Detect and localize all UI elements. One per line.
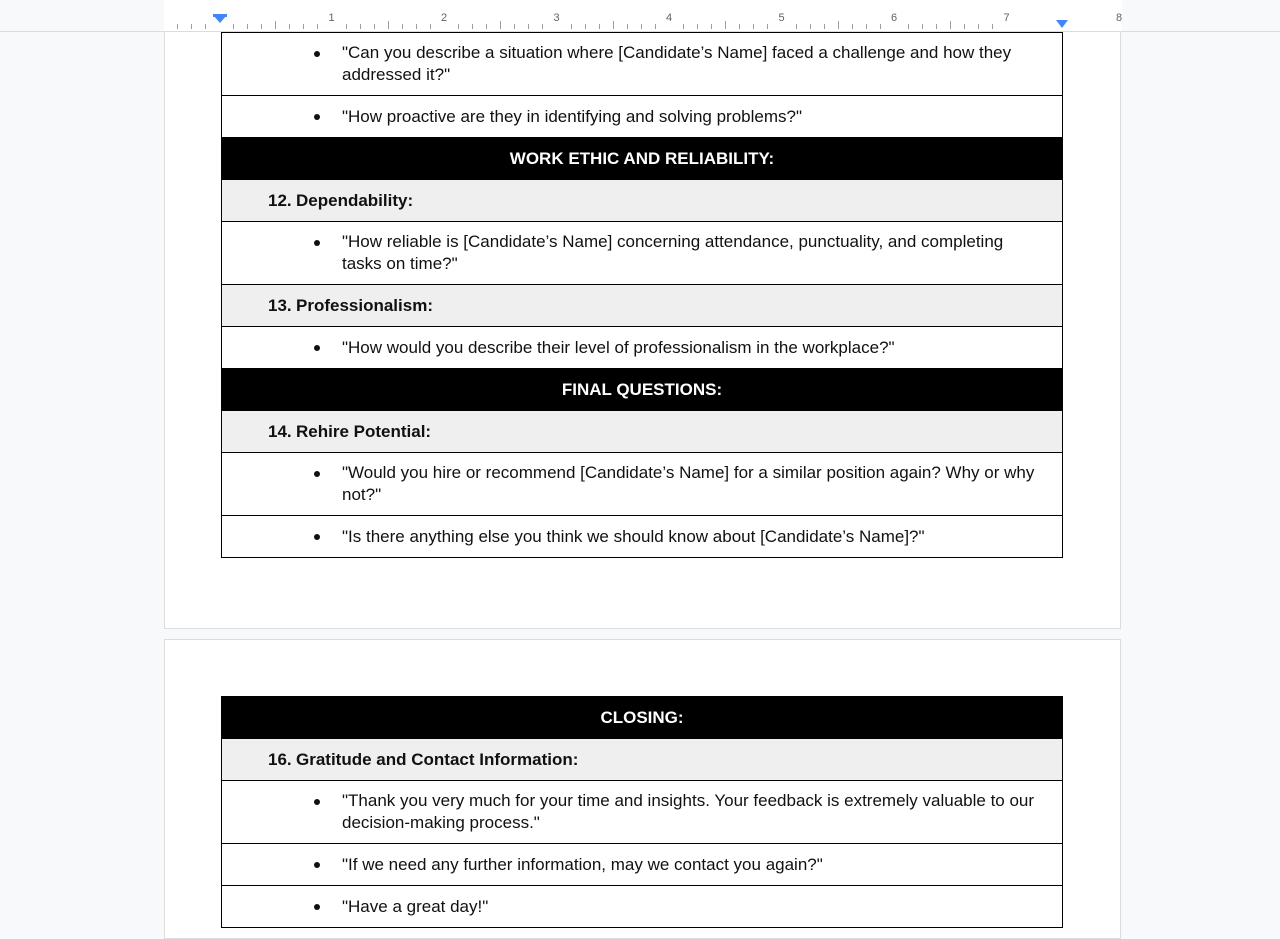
bullet-question-row	[222, 96, 1063, 138]
bullet-question-row	[222, 781, 1063, 844]
question-number: 12.	[268, 190, 292, 210]
bullet-question-row	[222, 886, 1063, 928]
section-header-row	[222, 138, 1063, 180]
right-indent-marker-icon[interactable]	[1056, 20, 1068, 28]
question-heading-text: Rehire Potential:	[296, 421, 432, 441]
ruler-number: 2	[440, 12, 448, 24]
ruler-tick	[205, 24, 206, 29]
ruler-number: 6	[890, 12, 898, 24]
ruler-tick	[950, 21, 951, 29]
question-heading-cell[interactable]	[222, 411, 1063, 453]
bullet-question-text: "If we need any further information, may we contact you again?"	[342, 854, 823, 874]
ruler-tick	[233, 24, 234, 29]
section-header-cell[interactable]: CLOSING:	[222, 697, 1063, 739]
ruler-tick	[978, 24, 979, 29]
question-heading-text: Professionalism:	[296, 295, 433, 315]
ruler-tick	[177, 24, 178, 29]
ruler-tick	[739, 24, 740, 29]
ruler-tick	[725, 21, 726, 29]
ruler-tick	[430, 24, 431, 29]
ruler-tick	[655, 24, 656, 29]
ruler-tick	[528, 24, 529, 29]
bullet-icon	[314, 345, 320, 351]
bullet-question-cell[interactable]	[222, 33, 1063, 96]
bullet-question-text: "How reliable is [Candidate’s Name] concerning attendance, punctuality, and completing tasks on time?"	[342, 232, 1004, 273]
ruler-tick	[275, 21, 276, 29]
section-header-row	[222, 697, 1063, 739]
ruler-tick	[247, 24, 248, 29]
bullet-question-cell[interactable]	[222, 781, 1063, 844]
ruler-tick	[627, 24, 628, 29]
ruler-tick	[374, 24, 375, 29]
ruler-tick	[472, 24, 473, 29]
ruler-tick	[514, 24, 515, 29]
question-heading-text: Gratitude and Contact Information:	[296, 749, 579, 769]
question-number: 13.	[268, 295, 292, 315]
bullet-icon	[314, 904, 320, 910]
bullet-question-text: "Can you describe a situation where [Candidate’s Name] faced a challenge and how they addressed it?"	[342, 43, 1012, 84]
ruler-tick	[767, 24, 768, 29]
ruler-tick	[992, 24, 993, 29]
ruler-tick	[289, 24, 290, 29]
bullet-icon	[314, 114, 320, 120]
ruler-tick	[486, 24, 487, 29]
ruler-number: 4	[665, 12, 673, 24]
ruler-tick	[753, 24, 754, 29]
bullet-question-row	[222, 844, 1063, 886]
bullet-question-cell[interactable]	[222, 453, 1063, 516]
bullet-question-row	[222, 327, 1063, 369]
ruler-tick	[542, 24, 543, 29]
ruler-number: 3	[553, 12, 560, 24]
bullet-question-row	[222, 516, 1063, 558]
ruler-tick	[346, 24, 347, 29]
question-number: 14.	[268, 421, 292, 441]
ruler-tick	[796, 24, 797, 29]
ruler-tick	[303, 24, 304, 29]
bullet-question-cell[interactable]	[222, 886, 1063, 928]
question-heading-cell[interactable]	[222, 285, 1063, 327]
bullet-icon	[314, 862, 320, 868]
bullet-icon	[314, 51, 320, 57]
question-heading-cell[interactable]	[222, 739, 1063, 781]
closing-table	[221, 696, 1063, 928]
ruler-tick	[500, 21, 501, 29]
first-line-indent-marker-icon[interactable]	[213, 14, 227, 17]
ruler-number: 8	[1115, 12, 1123, 24]
section-header-row	[222, 369, 1063, 411]
ruler-tick	[261, 24, 262, 29]
bullet-question-text: "Thank you very much for your time and insights. Your feedback is extremely valuable to our decision-making process."	[342, 791, 1035, 832]
question-heading-row	[222, 180, 1063, 222]
ruler-tick	[317, 24, 318, 29]
bullet-icon	[314, 799, 320, 805]
ruler-tick	[880, 24, 881, 29]
bullet-question-text: "How would you describe their level of professionalism in the workplace?"	[342, 337, 895, 357]
ruler-number: 1	[328, 12, 335, 24]
ruler-tick	[571, 24, 572, 29]
bullet-question-cell[interactable]	[222, 844, 1063, 886]
document-page-1[interactable]	[164, 0, 1121, 629]
document-page-2[interactable]	[164, 639, 1121, 939]
bullet-question-text: "How proactive are they in identifying and solving problems?"	[342, 106, 802, 126]
bullet-icon	[314, 471, 320, 477]
bullet-question-text: "Have a great day!"	[342, 896, 489, 916]
ruler-tick	[683, 24, 684, 29]
bullet-question-cell[interactable]	[222, 516, 1063, 558]
bullet-question-row	[222, 453, 1063, 516]
ruler-tick	[936, 24, 937, 29]
ruler-tick	[908, 24, 909, 29]
question-number: 16.	[268, 749, 292, 769]
bullet-question-row	[222, 222, 1063, 285]
question-heading-row	[222, 285, 1063, 327]
ruler-tick	[585, 24, 586, 29]
ruler-tick	[388, 21, 389, 29]
bullet-question-row	[222, 33, 1063, 96]
ruler-tick	[866, 24, 867, 29]
ruler-tick	[824, 24, 825, 29]
question-heading-cell[interactable]	[222, 180, 1063, 222]
ruler-tick	[416, 24, 417, 29]
ruler-tick	[697, 24, 698, 29]
ruler-tick	[810, 24, 811, 29]
ruler-tick	[641, 24, 642, 29]
reference-questions-table	[221, 32, 1063, 558]
ruler-tick	[402, 24, 403, 29]
bullet-icon	[314, 240, 320, 246]
bullet-question-cell[interactable]	[222, 327, 1063, 369]
bullet-question-cell[interactable]	[222, 96, 1063, 138]
bullet-icon	[314, 534, 320, 540]
question-heading-row	[222, 739, 1063, 781]
bullet-question-text: "Is there anything else you think we should know about [Candidate’s Name]?"	[342, 526, 925, 546]
ruler-tick	[838, 21, 839, 29]
ruler-tick	[599, 24, 600, 29]
section-header-cell[interactable]: FINAL QUESTIONS:	[222, 369, 1063, 411]
question-heading-text: Dependability:	[296, 190, 414, 210]
bullet-question-text: "Would you hire or recommend [Candidate’s Name] for a similar position again? Why or why not?"	[342, 463, 1035, 504]
question-heading-row	[222, 411, 1063, 453]
ruler-number: 5	[778, 12, 785, 24]
ruler-tick	[613, 21, 614, 29]
ruler-tick	[852, 24, 853, 29]
ruler-tick	[191, 24, 192, 29]
ruler-number: 7	[1003, 12, 1010, 24]
ruler-tick	[964, 24, 965, 29]
ruler-tick	[458, 24, 459, 29]
bullet-question-cell[interactable]	[222, 222, 1063, 285]
ruler-tick	[922, 24, 923, 29]
section-header-cell[interactable]: WORK ETHIC AND RELIABILITY:	[222, 138, 1063, 180]
ruler-tick	[711, 24, 712, 29]
horizontal-ruler[interactable]	[0, 0, 1280, 32]
ruler-tick	[360, 24, 361, 29]
